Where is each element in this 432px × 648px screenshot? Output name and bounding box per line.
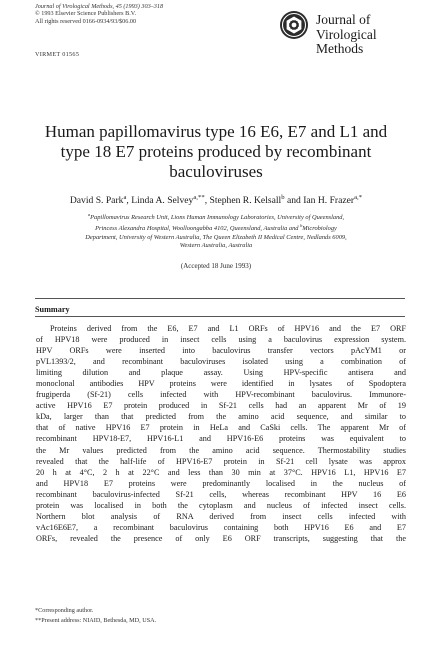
summary-line: of HPV18 were produced in insect cells using a baculovirus expression system. (36, 335, 406, 345)
footnote-corresponding: *Corresponding author. (35, 607, 94, 614)
footnote-present-address: **Present address: NIAID, Bethesda, MD, USA. (35, 617, 157, 624)
summary-line: kDa, larger than that predicted from the amino acid sequence, and similar to (36, 412, 406, 422)
summary-line: recombinant HPV18-E7, HPV16-L1 and HPV16-E6 proteins was equivalent to (36, 434, 406, 444)
title-line: baculoviruses (169, 162, 263, 181)
summary-line: Proteins derived from the E6, E7 and L1 ORFs of HPV16 and the E7 ORF (50, 324, 406, 333)
summary-line: protein was localised in both the cytoplasm and nucleus of infected insect cells. (36, 500, 406, 510)
title-line: Human papillomavirus type 16 E6, E7 and L1 and (44, 122, 388, 141)
summary-line: HPV ORFs were inserted into baculovirus transfer vectors pAcYM1 or (36, 346, 406, 356)
affiliations (20, 211, 412, 250)
affiliation-line: $^a$Papillomavirus Research Unit, Lions Human Immunology Laboratories, University of Queensland, (87, 212, 345, 222)
summary-line: revealed that the half-life of HPV16-E7 protein in Sf-21 cell lysate was approx (36, 456, 406, 466)
copyright-line: © 1993 Elsevier Science Publishers B.V. (35, 10, 136, 18)
journal-name-line: Virological (316, 26, 377, 42)
article-code: VIRMET 01565 (35, 51, 80, 58)
article-title (28, 122, 404, 182)
summary-line: active HPV16 E7 protein produced in Sf-21 cells had an apparent Mr of 19 (36, 401, 406, 411)
summary-line: ORFs, revealed the presence of only E6 ORF transcripts, suggesting that the (36, 533, 406, 543)
summary-line: recombinant baculovirus-infected Sf-21 cells, whereas recombinant HPV 16 E6 (36, 489, 406, 499)
citation-line: Journal of Virological Methods, 45 (1993) 303–318 (35, 3, 164, 10)
summary-line: vAc16E6E7, a recombinant baculovirus containing both HPV16 E6 and E7 (36, 522, 406, 532)
summary-line: pVL1393/2, and recombinant baculoviruses isolated using a combination of (36, 357, 406, 367)
journal-name-line: Methods (316, 41, 364, 56)
author-list: David S. Park$^a$, Linda A. Selvey$^{a,**}$, Stephen R. Kelsall$^b$ and Ian H. Frazer$^{a,*}$ (69, 194, 363, 207)
rights-line: All rights reserved 0166-0934/93/$06.00 (35, 17, 137, 25)
affiliation-line: Western Australia, Australia (179, 241, 253, 249)
journal-name-line: Journal of (316, 12, 371, 27)
journal-citation-block (35, 3, 265, 25)
footnotes (35, 606, 156, 626)
journal-logo-icon (279, 10, 309, 40)
affiliation-line: Princess Alexandra Hospital, Woolloongabba 4102, Queensland, Australia and $^b$Microbiology (95, 223, 337, 233)
summary-line: Northern blot analysis of RNA derived from insect cells infected with (36, 511, 406, 521)
summary-body (36, 323, 406, 544)
section-divider (35, 316, 405, 317)
summary-line: the Mr values predicted from the amino acid sequence. Thermostability studies (36, 445, 406, 455)
section-divider (35, 298, 405, 299)
summary-line: limiting dilution and plaque assay. Using HPV-specific antisera and (36, 368, 406, 378)
summary-line: and HPV18 E7 proteins were predominantly localised in the nucleus of (36, 478, 406, 488)
affiliation-line: Department, University of Western Australia, The Queen Elizabeth II Medical Centre, Nedlands 6009, (85, 233, 347, 241)
summary-heading: Summary (35, 305, 70, 314)
journal-name (316, 13, 377, 57)
summary-line: frugiperda (Sf-21) cells infected with HPV-recombinant baculovirus. Immunore- (36, 390, 406, 400)
summary-line: monoclonal antibodies HPV proteins were identified in lysates of Spodoptera (36, 379, 406, 389)
accepted-date: (Accepted 18 June 1993) (180, 262, 252, 270)
title-line: type 18 E7 proteins produced by recombinant (60, 142, 372, 161)
summary-line: that of native HPV16 E7 protein in HeLa and CaSki cells. The apparent Mr of (36, 423, 406, 433)
summary-line: 20 h at 4°C, 2 h at 22°C and less than 30 min at 37°C. HPV16 L1, HPV16 E7 (36, 467, 406, 477)
